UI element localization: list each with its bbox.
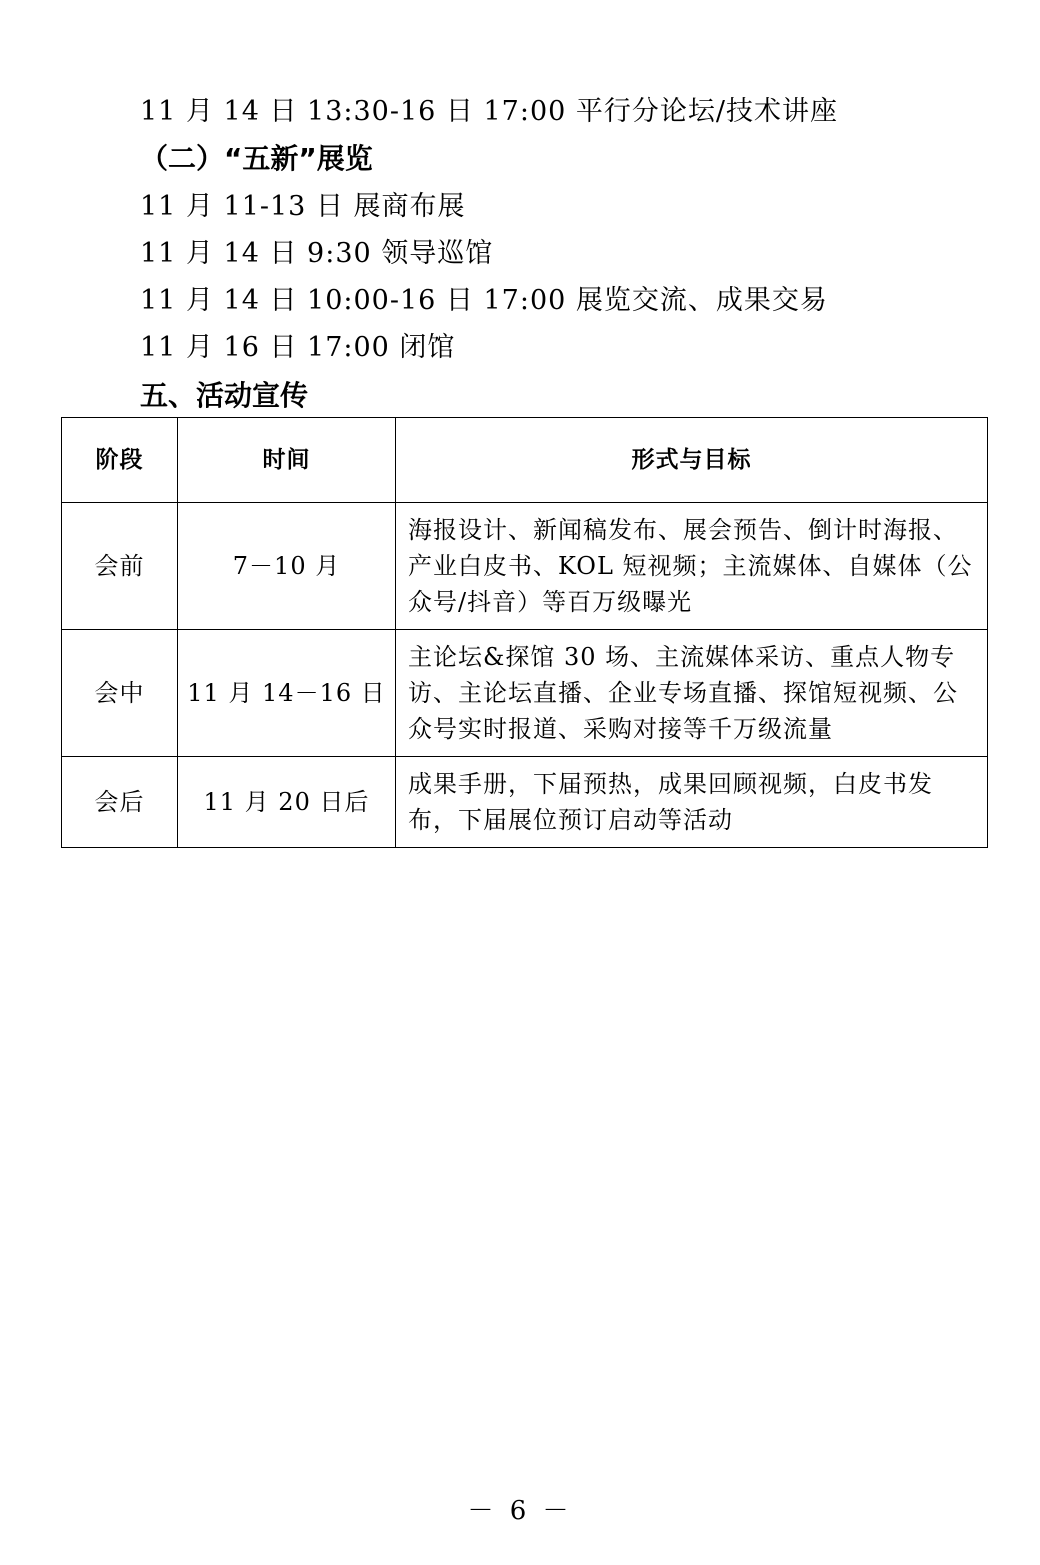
stage-cell: 会后 xyxy=(62,757,178,848)
table-header-row xyxy=(62,418,988,503)
time-cell: 11 月 20 日后 xyxy=(178,757,396,848)
exhibition-item: 11 月 11-13 日 展商布展 xyxy=(140,191,466,222)
form-cell: 成果手册，下届预热，成果回顾视频，白皮书发布，下届展位预订启动等活动 xyxy=(396,757,988,848)
column-header-time: 时间 xyxy=(178,418,396,503)
stage-cell: 会中 xyxy=(62,630,178,757)
page-number: － 6 － xyxy=(467,1496,573,1526)
form-cell: 主论坛&探馆 30 场、主流媒体采访、重点人物专访、主论坛直播、企业专场直播、探馆短视频、公众号实时报道、采购对接等千万级流量 xyxy=(396,630,988,757)
form-cell: 海报设计、新闻稿发布、展会预告、倒计时海报、产业白皮书、KOL 短视频；主流媒体、自媒体（公众号/抖音）等百万级曝光 xyxy=(396,503,988,630)
column-header-form: 形式与目标 xyxy=(396,418,988,503)
promotion-heading: 五、活动宣传 xyxy=(140,379,309,412)
time-cell: 7－10 月 xyxy=(178,503,396,630)
table-row xyxy=(62,503,988,630)
stage-cell: 会前 xyxy=(62,503,178,630)
column-header-stage: 阶段 xyxy=(62,418,178,503)
exhibition-item: 11 月 14 日 10:00-16 日 17:00 展览交流、成果交易 xyxy=(140,285,828,316)
promotion-table xyxy=(61,417,988,848)
forum-schedule-line: 11 月 14 日 13:30-16 日 17:00 平行分论坛/技术讲座 xyxy=(140,96,838,127)
time-cell: 11 月 14－16 日 xyxy=(178,630,396,757)
exhibition-item: 11 月 14 日 9:30 领导巡馆 xyxy=(140,238,494,269)
exhibition-heading: （二）“五新”展览 xyxy=(140,142,373,175)
table-row xyxy=(62,630,988,757)
exhibition-item: 11 月 16 日 17:00 闭馆 xyxy=(140,332,456,363)
table-row xyxy=(62,757,988,848)
